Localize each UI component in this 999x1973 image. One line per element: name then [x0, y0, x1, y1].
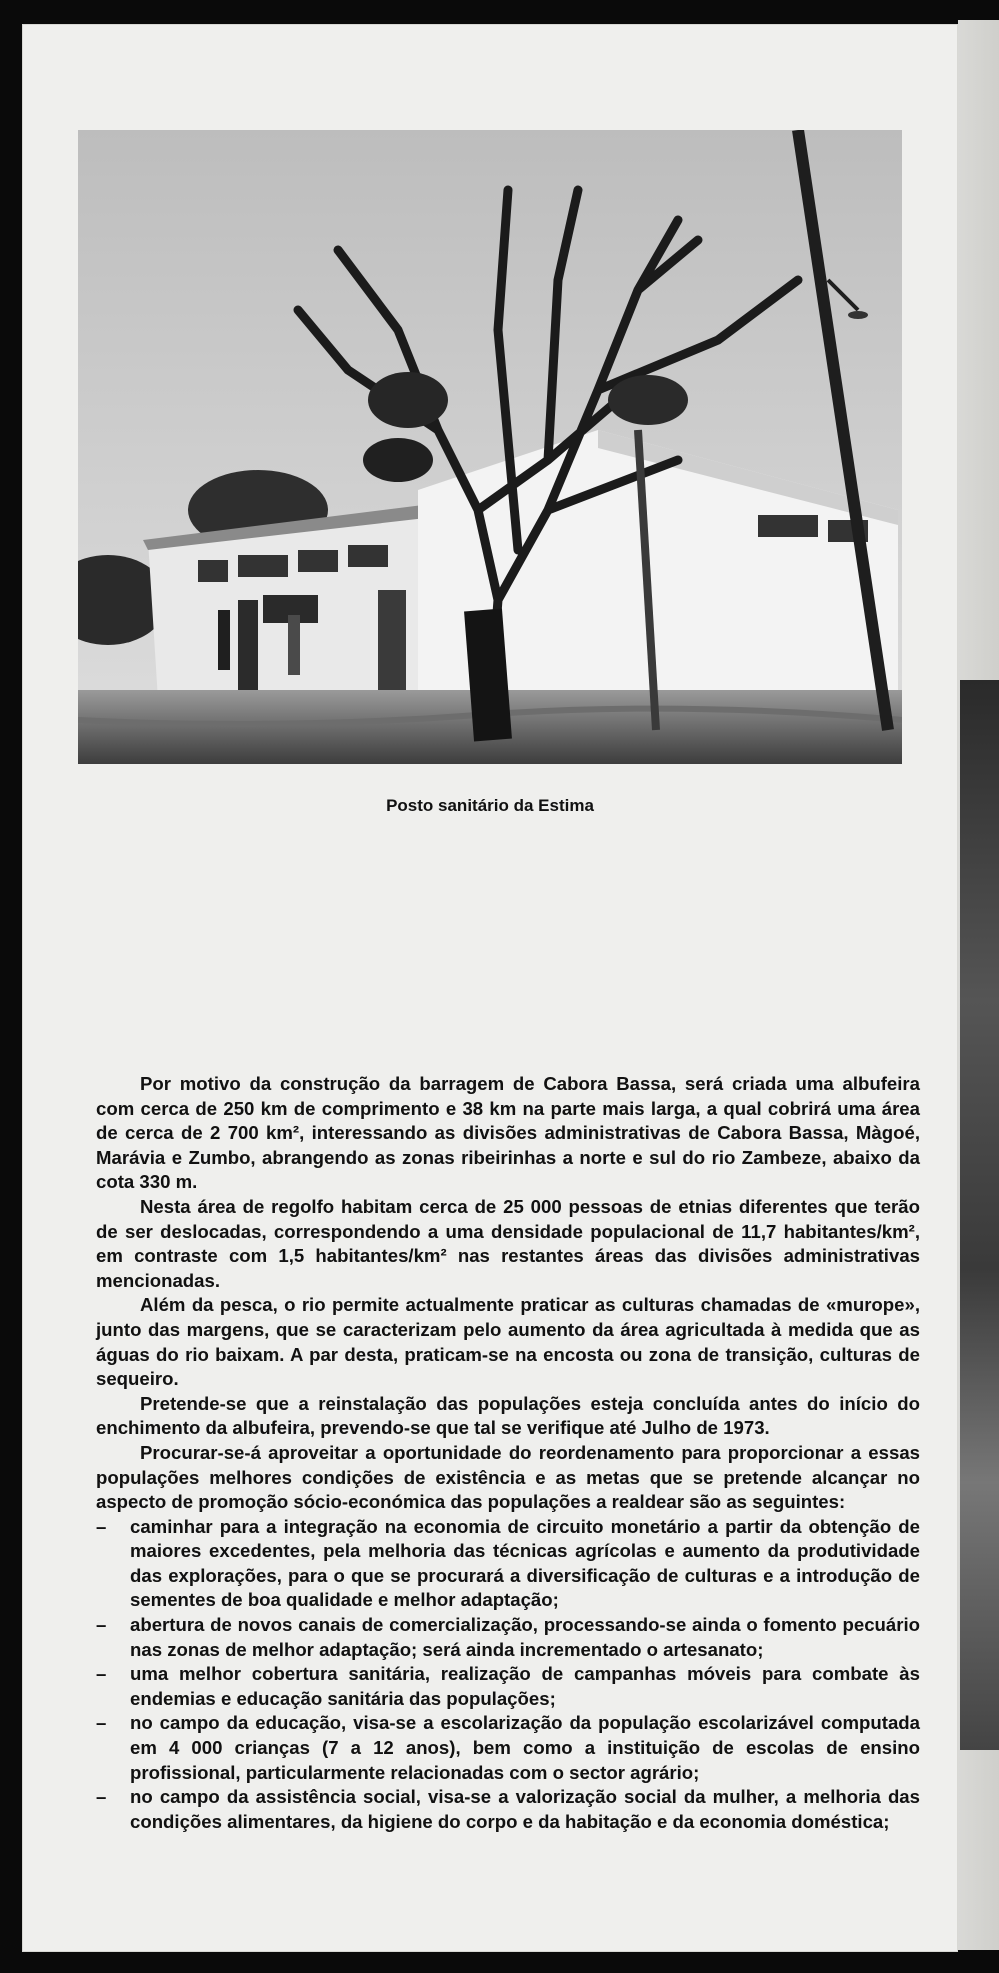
- bullet-marker: –: [96, 1614, 107, 1636]
- list-item-text: abertura de novos canais de comercialização, processando-se ainda o fomento pecuário nas zonas de melhor adaptação; será ainda incrementado o artesanato;: [130, 1614, 920, 1660]
- list-item: [96, 1711, 920, 1785]
- list-item: [96, 1662, 920, 1711]
- bullet-marker: –: [96, 1786, 107, 1808]
- list-item-text: uma melhor cobertura sanitária, realização de campanhas móveis para combate às endemias e educação sanitária das populações;: [130, 1663, 920, 1709]
- paragraph-5: Procurar-se-á aproveitar a oportunidade do reordenamento para proporcionar a essas populações melhores condições de existência e as metas que se pretende alcançar no aspecto de promoção sócio-económica das populações a realdear são as seguintes:: [96, 1441, 920, 1513]
- photo-building-tree-icon: [78, 130, 902, 764]
- document-page: [22, 24, 958, 1952]
- body-text: [96, 1072, 920, 1834]
- adjacent-page-strip: [958, 20, 999, 1950]
- list-item-text: no campo da assistência social, visa-se a valorização social da mulher, a melhoria das condições alimentares, da higiene do corpo e da habitação e da economia doméstica;: [130, 1786, 920, 1832]
- bullet-marker: –: [96, 1515, 107, 1537]
- list-item: [96, 1515, 920, 1613]
- adjacent-page-photo: [960, 680, 999, 1750]
- bullet-marker: –: [96, 1663, 107, 1685]
- list-item: [96, 1613, 920, 1662]
- paragraph-4: Pretende-se que a reinstalação das populações esteja concluída antes do início do enchimento da albufeira, prevendo-se que tal se verifique até Julho de 1973.: [96, 1392, 920, 1439]
- bullet-marker: –: [96, 1712, 107, 1734]
- list-item: [96, 1785, 920, 1834]
- paragraph-1: Por motivo da construção da barragem de Cabora Bassa, será criada uma albufeira com cerca de 250 km de comprimento e 38 km na parte mais larga, a qual cobrirá uma área de cerca de 2 700 km², interessando as divisões administrativas de Cabora Bassa, Màgoé, Marávia e Zumbo, abrangendo as zonas ribeirinhas a norte e sul do rio Zambeze, abaixo da cota 330 m.: [96, 1073, 920, 1193]
- paragraph-3: Além da pesca, o rio permite actualmente praticar as culturas chamadas de «murope», junto das margens, que se caracterizam pelo aumento da área agricultada à medida que as águas do rio baixam. A par desta, praticam-se na encosta ou zona de transição, culturas de sequeiro.: [96, 1294, 920, 1390]
- paragraph-2: Nesta área de regolfo habitam cerca de 25 000 pessoas de etnias diferentes que terão de ser deslocadas, correspondendo a uma densidade populacional de 11,7 habitantes/km², em contraste com 1,5 habitantes/km² nas restantes áreas das divisões administrativas mencionadas.: [96, 1195, 920, 1291]
- list-item-text: caminhar para a integração na economia de circuito monetário a partir da obtenção de maiores excedentes, pela melhoria das técnicas agrícolas e aumento da produtividade das explorações, para o que se procurará a diversificação de culturas e a introdução de sementes de boa qualidade e melhor adaptação;: [130, 1515, 920, 1611]
- list-item-text: no campo da educação, visa-se a escolarização da população escolarizável computada em 4 000 crianças (7 a 12 anos), bem como a instituição de escolas de ensino profissional, particularmente relacionadas com o sector agrário;: [130, 1712, 920, 1783]
- goals-list: [96, 1515, 920, 1835]
- photo-caption: Posto sanitário da Estima: [386, 796, 594, 815]
